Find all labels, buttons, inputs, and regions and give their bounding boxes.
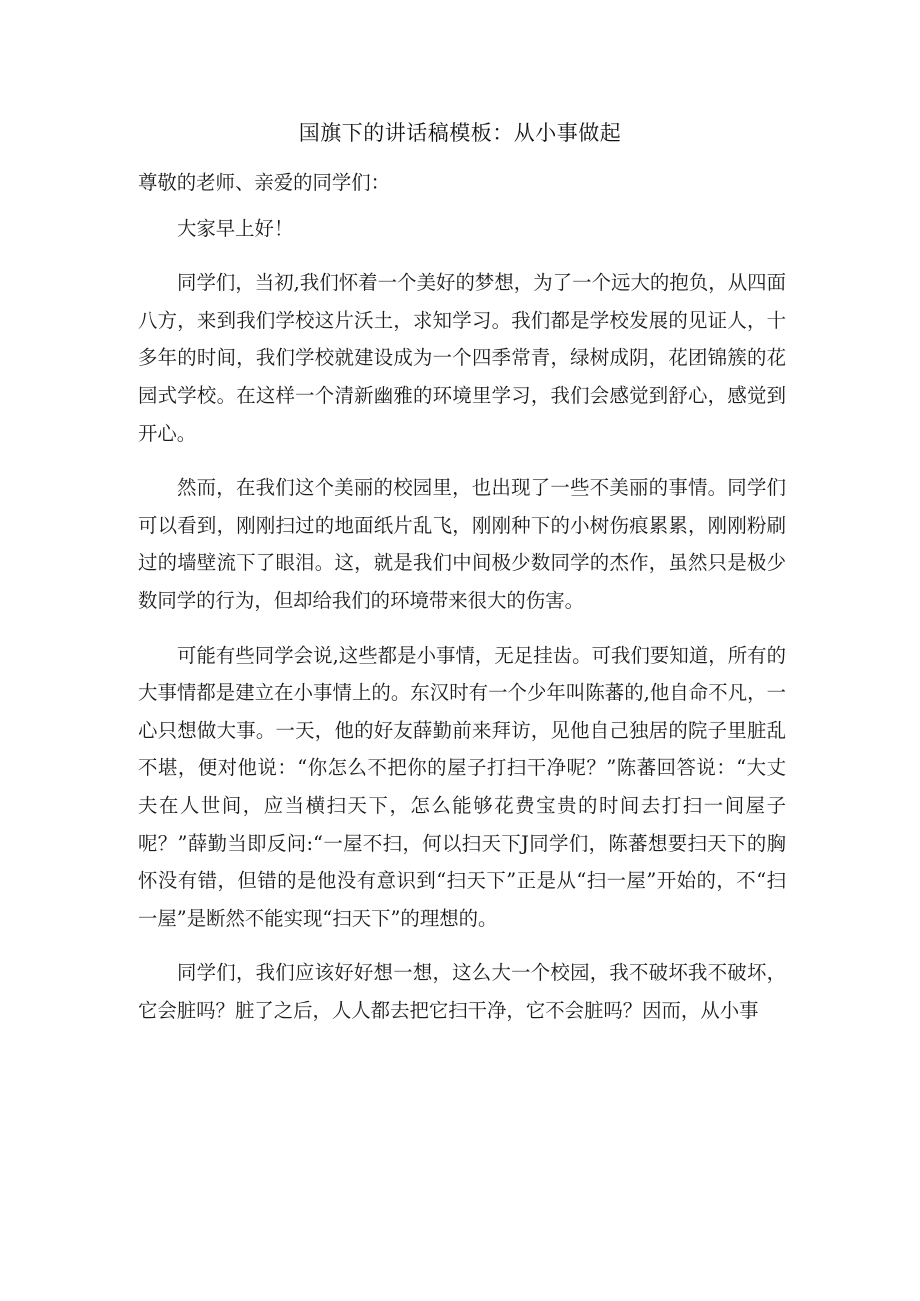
salutation: 尊敬的老师、亲爱的同学们： <box>138 171 391 194</box>
paragraph: 同学们，我们应该好好想一想，这么大一个校园，我不破坏我不破坏，它会脏吗？脏了之后，人人都去把它扫干净，它不会脏吗？因而，从小事 <box>138 961 786 1022</box>
document-body <box>138 164 786 1046</box>
paragraph: 同学们，当初,我们怀着一个美好的梦想，为了一个远大的抱负，从四面八方，来到我们学校这片沃土，求知学习。我们都是学校发展的见证人，十多年的时间，我们学校就建设成为一个四季常青，绿树成阴，花团锦簇的花园式学校。在这样一个清新幽雅的环境里学习，我们会感觉到舒心，感觉到开心。 <box>138 271 786 445</box>
paragraph: 然而，在我们这个美丽的校园里，也出现了一些不美丽的事情。同学们可以看到，刚刚扫过的地面纸片乱飞，刚刚种下的小树伤痕累累，刚刚粉刷过的墙壁流下了眼泪。这，就是我们中间极少数同学的杰作，虽然只是极少数同学的行为，但却给我们的环境带来很大的伤害。 <box>138 476 786 612</box>
page-title: 国旗下的讲话稿模板：从小事做起 <box>298 121 622 145</box>
paragraph: 可能有些同学会说,这些都是小事情，无足挂齿。可我们要知道，所有的大事情都是建立在小事情上的。东汉时有一个少年叫陈蕃的,他自命不凡，一心只想做大事。一天，他的好友薛勤前来拜访，见他自己独居的院子里脏乱不堪，便对他说：“你怎么不把你的屋子打扫干净呢？”陈蕃回答说：“大丈夫在人世间，应当横扫天下，怎么能够花费宝贵的时间去打扫一间屋子呢？”薛勤当即反问:“一屋不扫，何以扫天下J同学们，陈蕃想要扫天下的胸怀没有错，但错的是他没有意识到“扫天下”正是从“扫一屋”开始的，不“扫一屋”是断然不能实现“扫天下”的理想的。 <box>138 643 786 930</box>
greeting: 大家早上好！ <box>177 216 294 240</box>
